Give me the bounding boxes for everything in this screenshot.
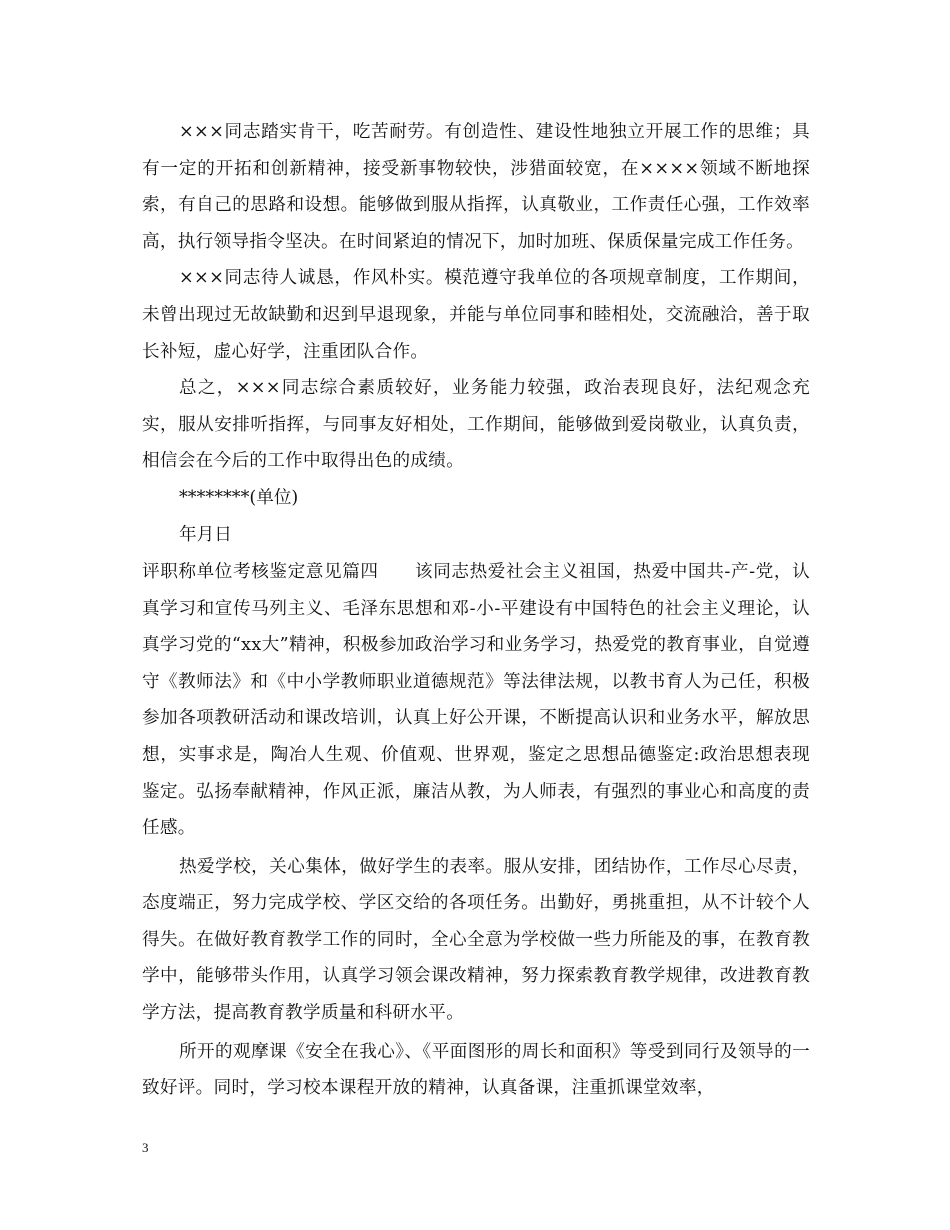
document-body — [142, 114, 810, 1107]
paragraph-demo-lessons: 所开的观摩课《安全在我心》、《平面图形的周长和面积》等受到同行及领导的一致好评。同时，学习校本课程开放的精神，认真备课，注重抓课堂效率， — [142, 1041, 810, 1099]
paragraph-school-care: 热爱学校，关心集体，做好学生的表率。服从安排，团结协作，工作尽心尽责，态度端正，努力完成学校、学区交给的各项任务。出勤好，勇挑重担，从不计较个人得失。在做好教育教学工作的同时，全心全意为学校做一些力所能及的事，在教育教学中，能够带头作用，认真学习领会课改精神，努力探索教育教学规律，改进教育教学方法，提高教育教学质量和科研水平。 — [142, 856, 810, 1024]
page-number: 3 — [142, 1140, 149, 1155]
signature-date: 年月日 — [179, 524, 232, 545]
paragraph-summary: 总之，×××同志综合素质较好，业务能力较强，政治表现良好，法纪观念充实，服从安排听指挥，与同事友好相处，工作期间，能够做到爱岗敬业，认真负责，相信会在今后的工作中取得出色的成绩。 — [142, 378, 810, 472]
paragraph-work-attitude: ×××同志踏实肯干，吃苦耐劳。有创造性、建设性地独立开展工作的思维；具有一定的开拓和创新精神，接受新事物较快，涉猎面较宽，在××××领域不断地探索，有自己的思路和设想。能够做到服从指挥，认真敬业，工作责任心强，工作效率高，执行领导指令坚决。在时间紧迫的情况下，加时加班、保质保量完成工作任务。 — [142, 122, 810, 252]
paragraph-conduct: ×××同志待人诚恳，作风朴实。模范遵守我单位的各项规章制度，工作期间，未曾出现过无故缺勤和迟到早退现象，并能与单位同事和睦相处，交流融洽，善于取长补短，虚心好学，注重团队合作。 — [142, 268, 810, 362]
section-four-paragraph: 评职称单位考核鉴定意见篇四 该同志热爱社会主义祖国，热爱中国共-产-党，认真学习和宣传马列主义、毛泽东思想和邓-小-平建设有中国特色的社会主义理论，认真学习党的“xx大”精神，积极参加政治学习和业务学习，热爱党的教育事业，自觉遵守《教师法》和《中小学教师职业道德规范》等法律法规，以教书育人为己任，积极参加各项教研活动和课改培训，认真上好公开课，不断提高认识和业务水平，解放思想，实事求是，陶冶人生观、价值观、世界观，鉴定之思想品德鉴定:政治思想表现鉴定。弘扬奉献精神，作风正派，廉洁从教，为人师表，有强烈的事业心和高度的责任感。 — [142, 561, 810, 839]
signature-unit: ********(单位) — [179, 487, 299, 508]
